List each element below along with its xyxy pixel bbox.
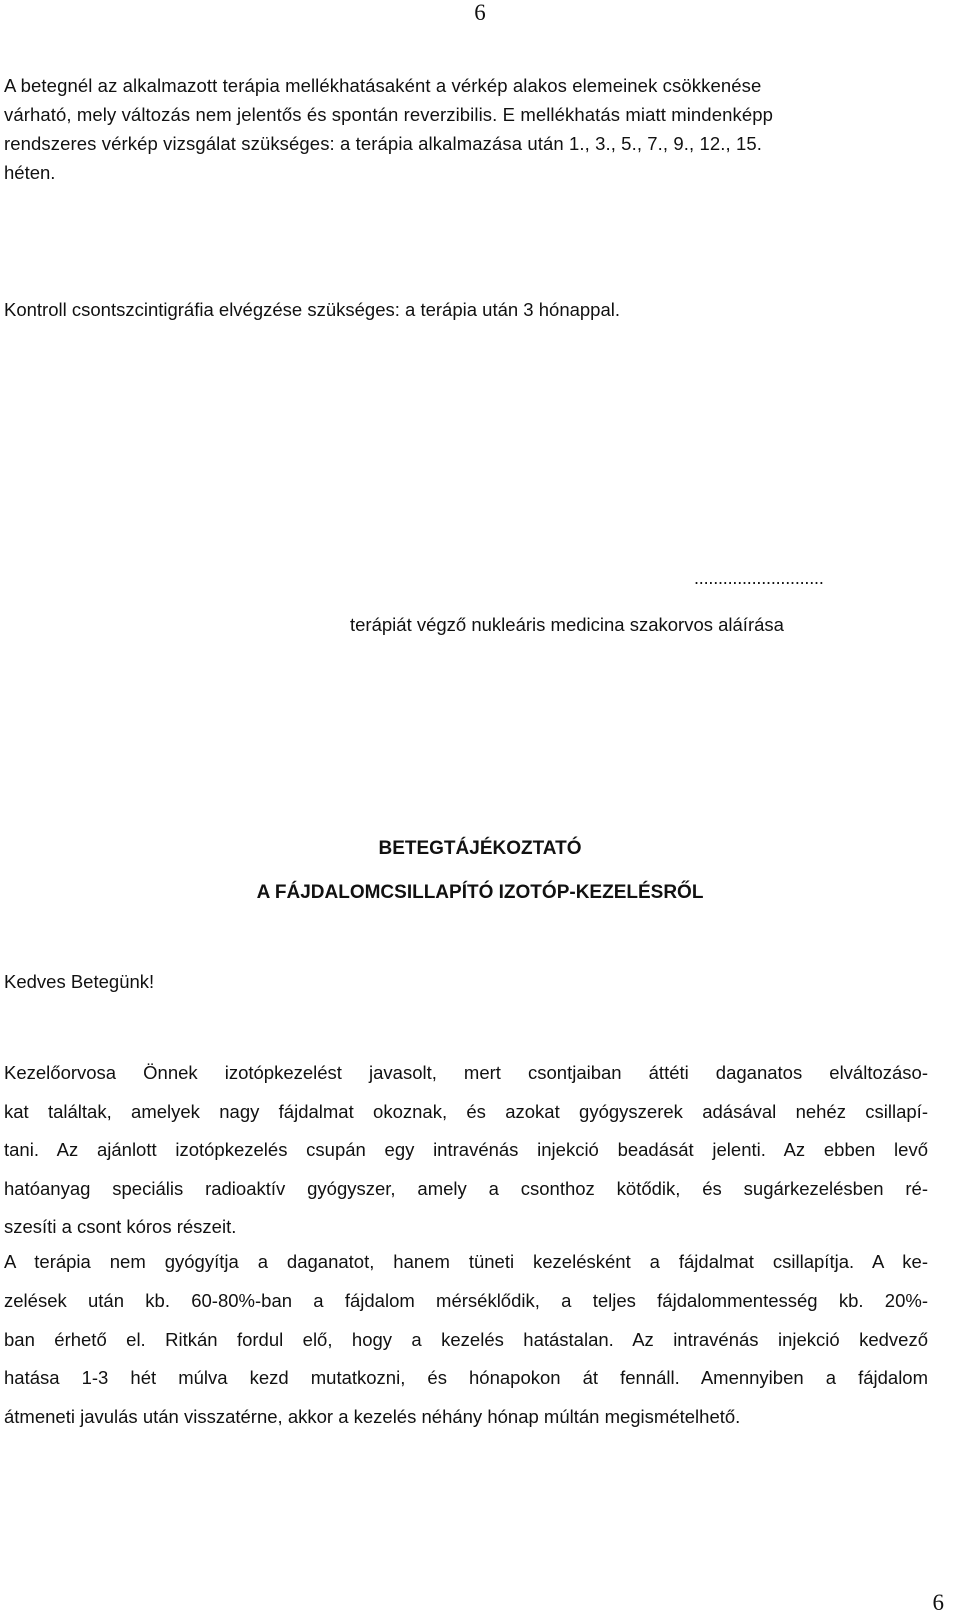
- paragraph-line: héten.: [4, 162, 56, 183]
- body-line: ban érhető el. Ritkán fordul elő, hogy a kezelés hatástalan. Az intravénás injekció kedvező: [4, 1328, 928, 1350]
- control-scan-paragraph: Kontroll csontszcintigráfia elvégzése szükséges: a terápia után 3 hónappal.: [4, 299, 621, 320]
- body-line: kat találtak, amelyek nagy fájdalmat okoznak, és azokat gyógyszerek adásával nehéz csillapí-: [4, 1100, 928, 1122]
- page-number-bottom: 6: [932, 1590, 944, 1615]
- paragraph-line: várható, mely változás nem jelentős és spontán reverzibilis. E mellékhatás miatt mindenképp: [4, 104, 773, 125]
- body-line: A terápia nem gyógyítja a daganatot, hanem tüneti kezelésként a fájdalmat csillapítja. A ke-: [4, 1251, 928, 1273]
- body-line: tani. Az ajánlott izotópkezelés csupán egy intravénás injekció beadását jelenti. Az ebben levő: [4, 1139, 928, 1161]
- body-line: szesíti a csont kóros részeit.: [4, 1216, 237, 1238]
- paragraph-line: rendszeres vérkép vizsgálat szükséges: a terápia alkalmazása után 1., 3., 5., 7., 9., 12., 15.: [4, 133, 763, 154]
- side-effects-paragraph: [4, 71, 928, 187]
- body-line: átmeneti javulás után visszatérne, akkor a kezelés néhány hónap múltán megismételhető.: [4, 1405, 741, 1427]
- signature-caption: terápiát végző nukleáris medicina szakorvos aláírása: [350, 614, 784, 635]
- page-number-top: 6: [474, 0, 486, 25]
- body-line: Kezelőorvosa Önnek izotópkezelést javasolt, mert csontjaiban áttéti daganatos elváltozáso-: [4, 1062, 928, 1083]
- information-body: [4, 1059, 928, 1441]
- body-line: hatása 1-3 hét múlva kezd mutatkozni, és hónapokon át fennáll. Amennyiben a fájdalom: [4, 1367, 928, 1389]
- greeting: Kedves Betegünk!: [4, 971, 155, 992]
- signature-line: ...........................: [694, 568, 824, 588]
- document-title: BETEGTÁJÉKOZTATÓ: [378, 838, 582, 859]
- body-line: hatóanyag speciális radioaktív gyógyszer, amely a csonthoz kötődik, és sugárkezelésben ré-: [4, 1177, 928, 1199]
- document-subtitle: A FÁJDALOMCSILLAPÍTÓ IZOTÓP-KEZELÉSRŐL: [256, 882, 704, 903]
- body-line: zelések után kb. 60-80%-ban a fájdalom mérséklődik, a teljes fájdalommentesség kb. 20%-: [4, 1289, 928, 1311]
- paragraph-line: A betegnél az alkalmazott terápia mellékhatásaként a vérkép alakos elemeinek csökkenése: [4, 75, 762, 96]
